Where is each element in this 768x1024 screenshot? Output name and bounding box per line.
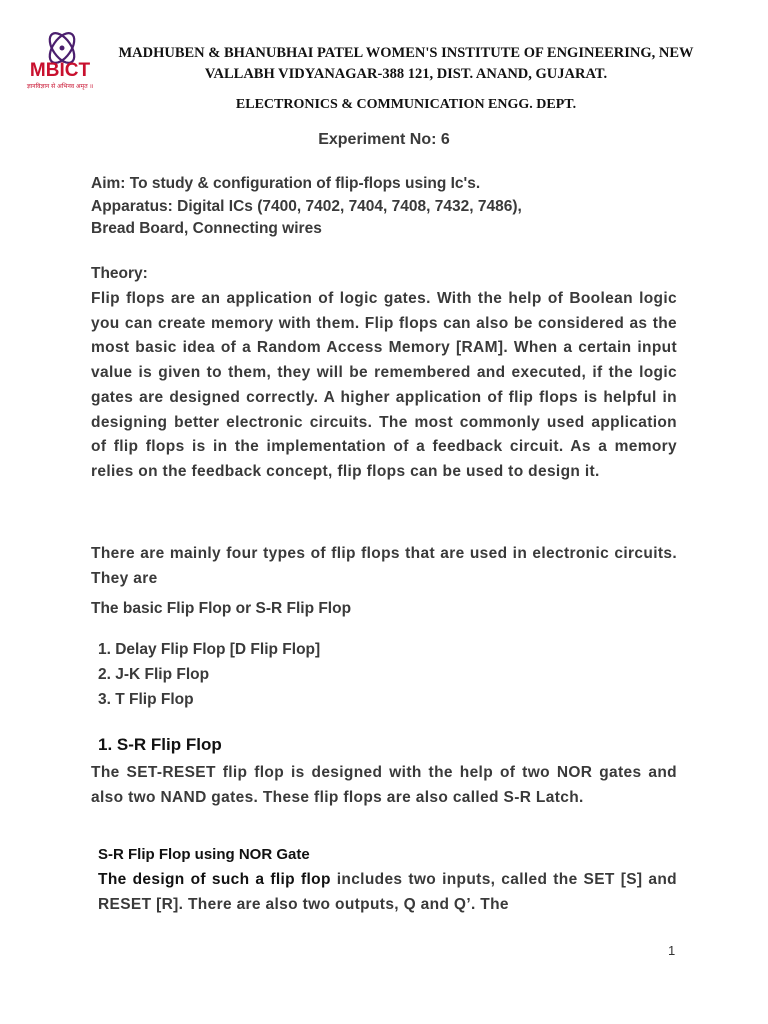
list-item: 2. J-K Flip Flop: [98, 666, 210, 683]
svg-text:ज्ञानविज्ञान से अभिनव अमृत ॥: ज्ञानविज्ञान से अभिनव अमृत ॥: [26, 83, 94, 90]
design-paragraph-rest: includes two inputs, called the SET [S] and RESET [R]. There are also two outputs, Q and Q’. The: [98, 871, 677, 913]
list-item: 1. Delay Flip Flop [D Flip Flop]: [98, 641, 321, 658]
flip-flop-types-list: [98, 637, 320, 712]
list-item: 3. T Flip Flop: [98, 691, 194, 708]
page-number: 1: [668, 943, 676, 958]
nor-gate-subheading: S-R Flip Flop using NOR Gate: [98, 846, 310, 863]
experiment-title: Experiment No: 6: [318, 131, 450, 148]
section-heading: 1. S-R Flip Flop: [98, 735, 222, 754]
apparatus-line1: Apparatus: Digital ICs (7400, 7402, 7404, 7408, 7432, 7486),: [91, 198, 522, 215]
institute-name-line1: MADHUBEN & BHANUBHAI PATEL WOMEN'S INSTITUTE OF ENGINEERING, NEW: [118, 45, 694, 61]
svg-text:MBICT: MBICT: [29, 60, 91, 81]
apparatus-line2: Bread Board, Connecting wires: [91, 220, 322, 237]
theory-paragraph: Flip flops are an application of logic gates. With the help of Boolean logic you can create memory with them. Flip flops can also be considered as the most basic idea of a Random Access Memory [RAM]. When a certain input value is given to them, they will be remembered and executed, if the logic gates are designed correctly. A higher application of flip flops is helpful in designing better electronic circuits. The most commonly used application of flip flops is in the implementation of a feedback circuit. As a memory relies on the feedback concept, flip flops can be used to design it.: [91, 290, 677, 480]
institute-logo: [22, 30, 98, 94]
theory-heading: Theory:: [91, 265, 148, 282]
design-paragraph: [98, 868, 677, 917]
types-paragraph: There are mainly four types of flip flops that are used in electronic circuits. They are: [91, 545, 677, 587]
design-paragraph-lead: The design of such a flip flop: [98, 871, 331, 888]
basic-flip-flop-text: The basic Flip Flop or S-R Flip Flop: [91, 600, 352, 617]
department-name: ELECTRONICS & COMMUNICATION ENGG. DEPT.: [235, 97, 577, 112]
sr-paragraph: The SET-RESET flip flop is designed with the help of two NOR gates and also two NAND gates. These flip flops are also called S-R Latch.: [91, 764, 677, 806]
aim-text: Aim: To study & configuration of flip-flops using Ic's.: [91, 175, 481, 192]
institute-name-line2: VALLABH VIDYANAGAR-388 121, DIST. ANAND, GUJARAT.: [204, 66, 608, 82]
